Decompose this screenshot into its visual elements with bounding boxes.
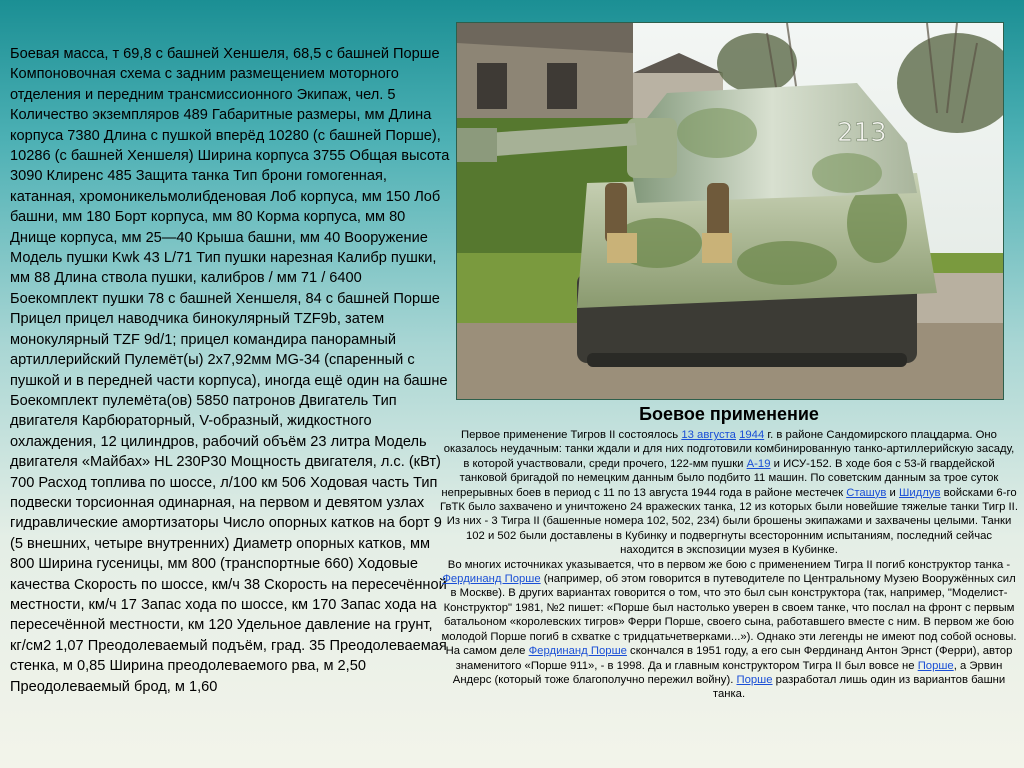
paragraph-first-use (440, 428, 1018, 558)
text-span: Первое применение Тигров II состоялось (461, 429, 682, 441)
text-span: (например, об этом говорится в путеводителе по Центральному Музею Вооружённых сил в Москве). В других вариантах говорится о том, что это был сын конструктора (так, например, "Моделист-Конструктор" 1981, №2 пишет: «Порше был настолько уверен в своем танке, что послал на фронт с первым батальоном «королевских тигров» Ферри Порше, своего сына, работавшего вместе с ним. В первом же бою молодой Порше погиб в схватке с тридцатьчетверками...»). Однако эти легенды не имеют под собой основы. На самом деле (441, 573, 1017, 658)
text-span: войсками 6-го ГвТК было захвачено и уничтожено 24 вражеских танка, 12 из которых были новейшие тяжелые танки Тигр II. Из них - 3 Тигра II (башенные номера 102, 502, 234) были брошены экипажами и захвачены целыми. Танки 102 и 502 были доставлены в Кубинку и подвергнуты всесторонним испытаниям, последний сейчас находится в экспозиции музея в Кубинке. (440, 486, 1018, 557)
tank-photo (456, 22, 1004, 400)
text-span: , а Эрвин Андерс (который тоже благополучно пережил войну). (452, 659, 1003, 686)
link-stashuv[interactable]: Сташув (846, 486, 887, 499)
text-span: скончался в 1951 году, а его сын Фердинанд Антон Эрнст (Ферри), автор знаменитого «Порше 911», - в 1998. Да и главным конструктором Тигра II был вовсе не (455, 645, 1013, 672)
section-title: Боевое применение (639, 404, 819, 424)
turret-number: 213 (837, 118, 887, 148)
link-porsche-2[interactable]: Порше (736, 673, 773, 686)
link-ferdinand-porsche-2[interactable]: Фердинанд Порше (528, 645, 627, 658)
paragraph-porsche-legend (440, 558, 1018, 702)
text-span: и ИСУ-152. В ходе боя с 53-й гвардейской танковой бригадой по немецким данным было подбито 11 машин. По советским данным за трое суток непрерывных боев в период с 11 по 13 августа 1944 года в районе местечек (441, 457, 999, 499)
text-span: Во многих источниках указывается, что в первом же бою с применением Тигра II погиб конструктор танка - (447, 558, 1011, 571)
tank-specifications-text: Боевая масса, т 69,8 с башней Хеншеля, 68,5 с башней Порше Компоновочная схема с задним размещением моторного отделения и передним трансмиссионного Экипаж, чел. 5 Количество экземпляров 489 Габаритные размеры, мм Длина корпуса 7380 Длина с пушкой вперёд 10280 (с башней Порше), 10286 (с башней Хеншеля) Ширина корпуса 3755 Общая высота 3090 Клиренс 485 Защита танка Тип брони гомогенная, катанная, хромоникельмолибденовая Лоб корпуса, мм 150 Лоб башни, мм 180 Борт корпуса, мм 80 Корма корпуса, мм 80 Днище корпуса, мм 25—40 Крыша башни, мм 40 Вооружение Модель пушки Kwk 43 L/71 Тип пушки нарезная Калибр пушки, мм 88 Длина ствола пушки, калибров / мм 71 / 6400 Боекомплект пушки 78 с башней Хеншеля, 84 с башней Порше Прицел прицел наводчика бинокулярный TZF9b, затем монокулярный TZF 9d/1; прицел командира панорамный артиллерийский Пулемёт(ы) 2х7,92мм MG-34 (спаренный с пушкой и в передней части корпуса), иногда ещё один на башне Боекомплект пулемёта(ов) 5850 патронов Двигатель Тип двигателя Карбюраторный, V-образный, жидкостного охлаждения, 12 цилиндров, рабочий объём 23 литра Модель двигателя «Майбах» HL 230P30 Мощность двигателя, л.с. (кВт) 700 Расход топлива по шоссе, л/100 км 506 Ходовая часть Тип подвески торсионная одинарная, на первом и девятом узлах гидравлические амортизаторы Число опорных катков на борт 9 (5 внешних, четыре внутренних) Диаметр опорных катков, мм 800 Ширина гусеницы, мм 800 (транспортные 660) Ходовые качества Скорость по шоссе, км/ч 38 Скорость на пересечённой местности, км/ч 17 Запас хода по шоссе, км 170 Запас хода на пересечённой местности, км 120 Удельное давление на грунт, кг/см2 1,07 Преодолеваемый подъём, град. 35 Преодолеваемая стенка, м 0,85 Ширина преодолеваемого рва, м 2,50 Преодолеваемый брод, м 1,60 (10, 46, 450, 695)
text-span: и (886, 486, 899, 499)
link-ferdinand-porsche[interactable]: Фердинанд Порше (442, 573, 541, 586)
link-porsche[interactable]: Порше (917, 659, 954, 672)
link-1944[interactable]: 1944 (739, 429, 765, 441)
link-a19[interactable]: А-19 (746, 457, 771, 470)
text-span: г. в районе Сандомирского плацдарма. Оно оказалось неудачным: танки ждали и для них подготовили комбинированную танко-артиллерийскую засаду, в которой участвовали, среди прочего, 122-мм пушки (443, 429, 1015, 470)
link-13-august[interactable]: 13 августа (681, 429, 736, 441)
text-span: разработал лишь один из вариантов башни танка. (712, 673, 1006, 701)
link-shidluv[interactable]: Шидлув (898, 486, 941, 499)
combat-history-text (440, 428, 1018, 702)
